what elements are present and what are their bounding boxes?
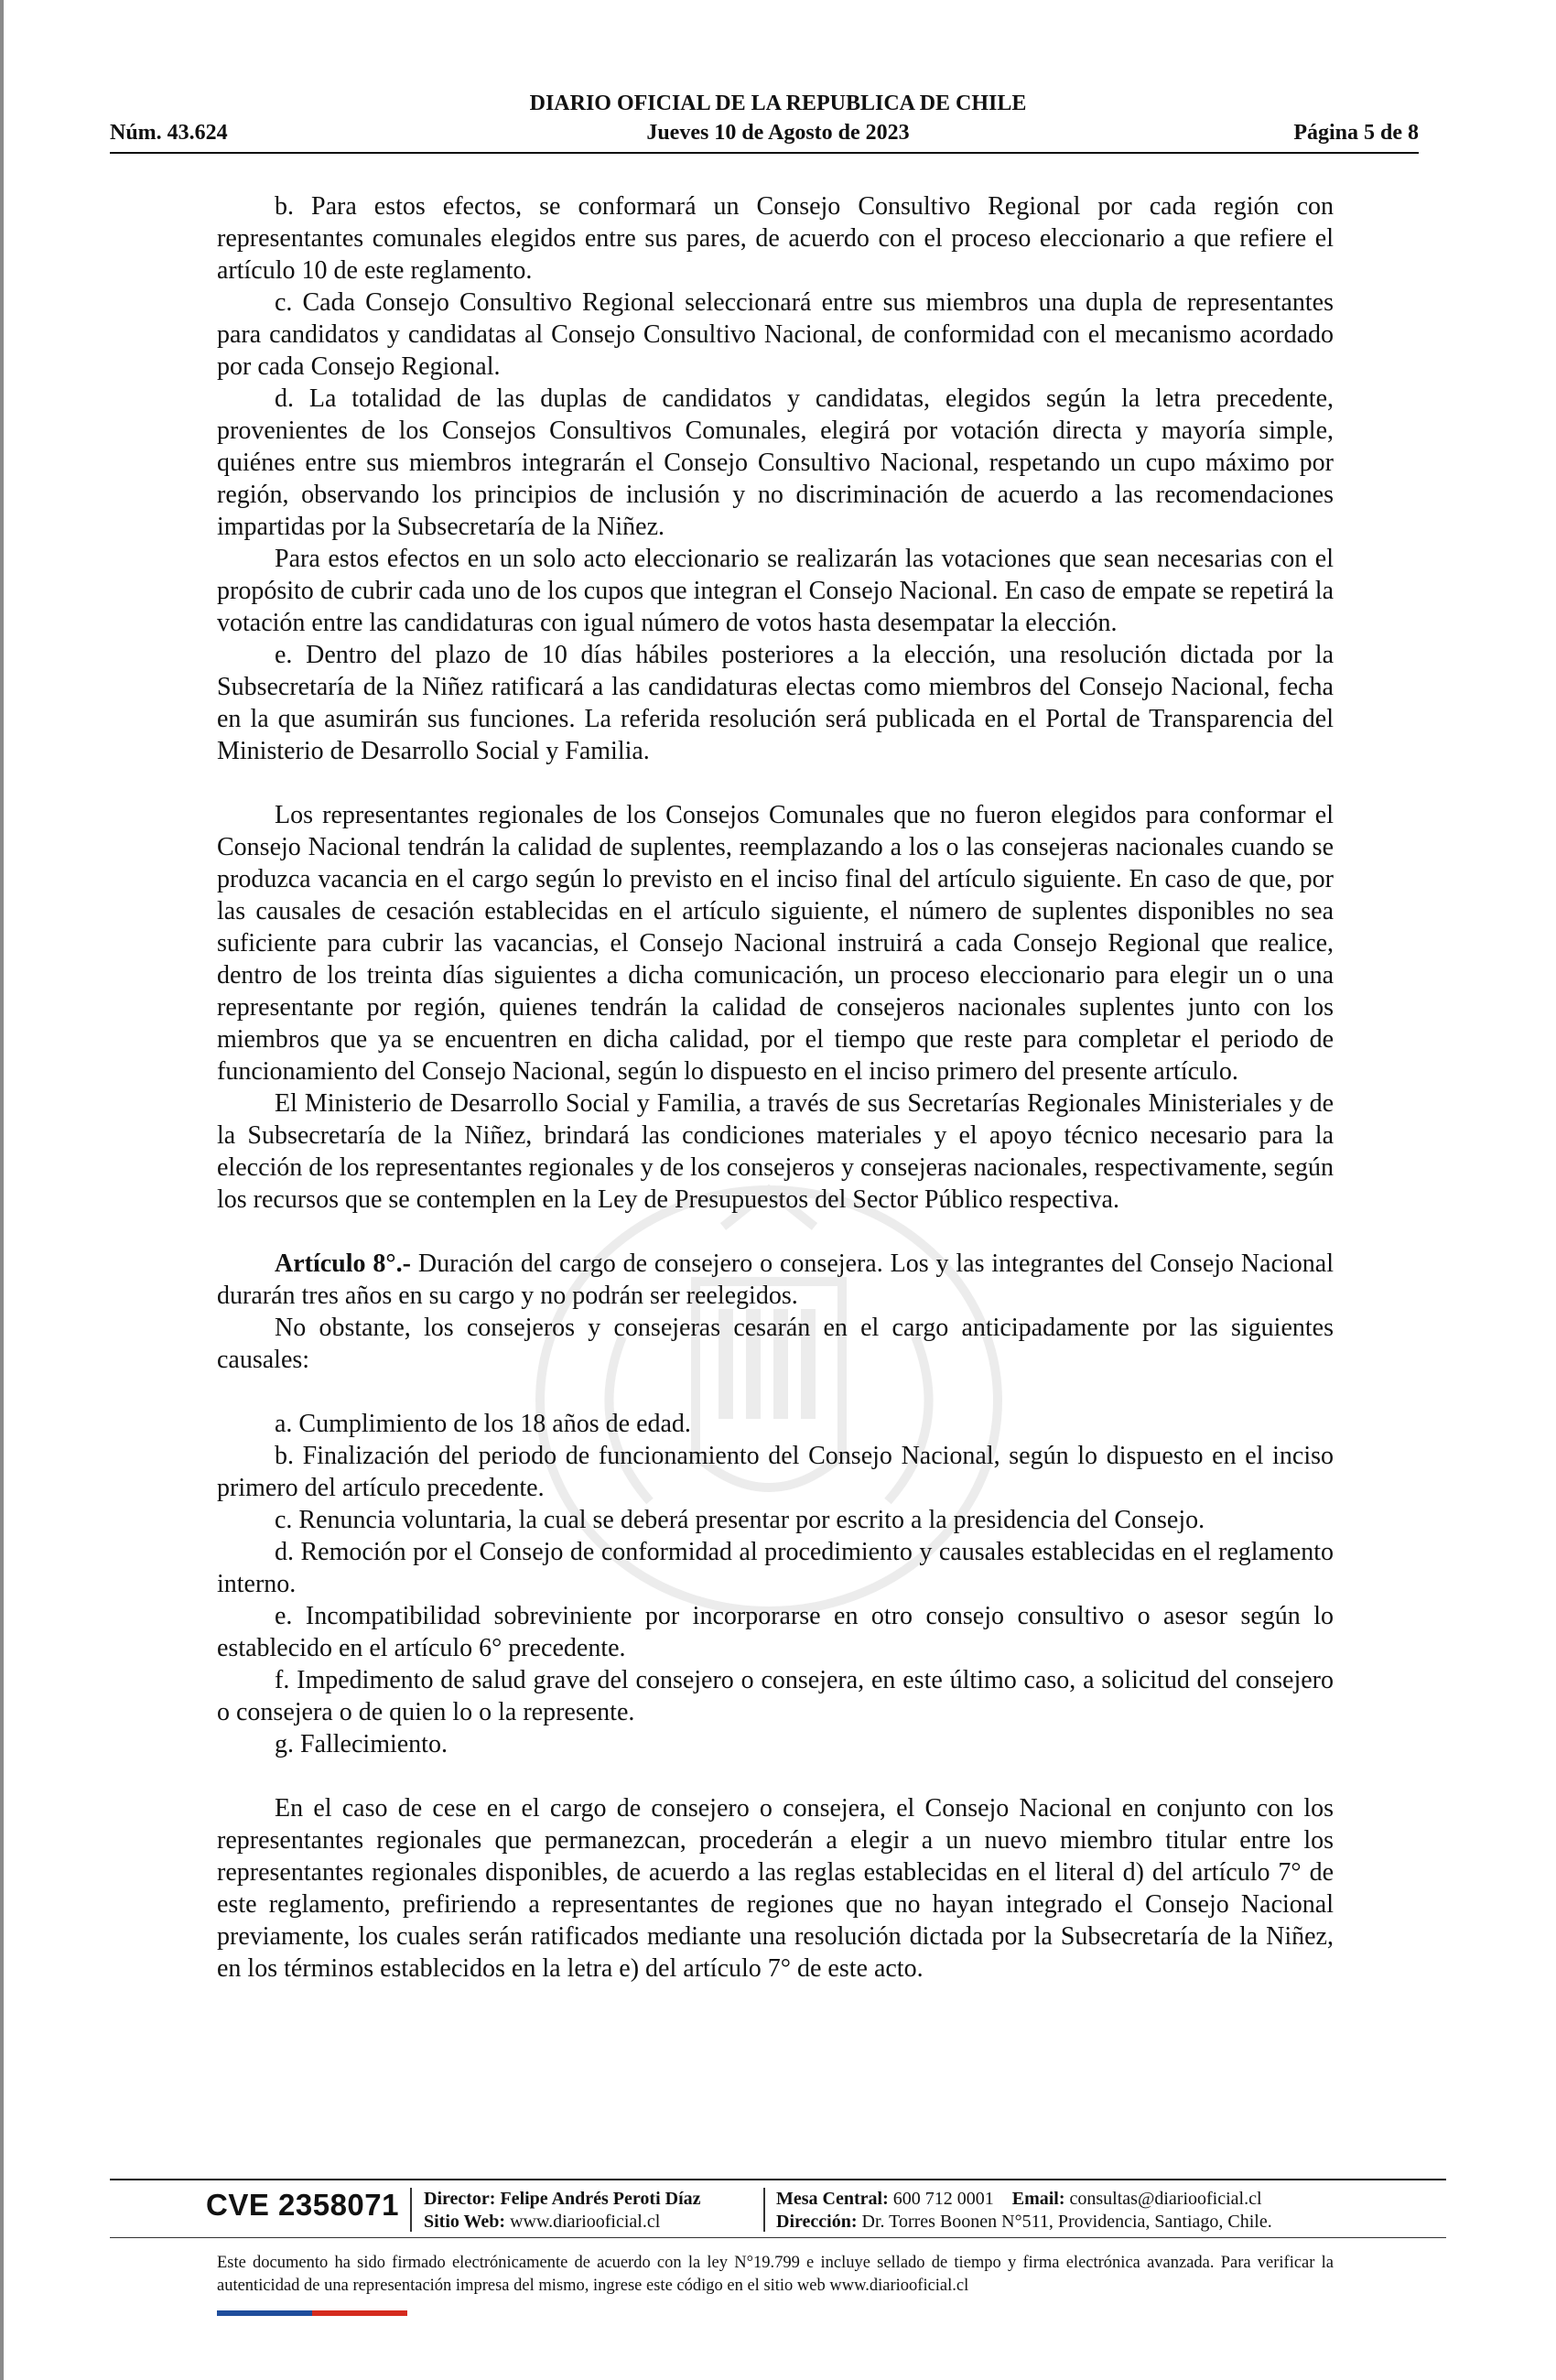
header-divider: [110, 152, 1419, 154]
article-8-heading: Artículo 8°.-: [275, 1250, 411, 1278]
phone-label: Mesa Central:: [776, 2189, 889, 2209]
scan-edge: [0, 0, 4, 2380]
paragraph-election: Para estos efectos en un solo acto eleccionario se realizarán las votaciones que sean necesarias con el propósito de cubrir cada uno de los cupos que integran el Consejo Nacional. En caso de empate se repetirá la votación entre las candidaturas con igual número de votos hasta desempatar la elección.: [217, 545, 1334, 637]
paragraph-cessation: En el caso de cese en el cargo de consejero o consejera, el Consejo Nacional en conjunto con los representantes regionales que permanezcan, procederán a elegir a un nuevo miembro titular entre los representantes regionales disponibles, de acuerdo a las reglas establecidas en el literal d) del artículo 7° de este reglamento, prefiriendo a representantes de regiones que no hayan integrado el Consejo Nacional previamente, los cuales serán ratificados mediante una resolución dictada por la Subsecretaría de la Niñez, en los términos establecidos en la letra e) del artículo 7° de este acto.: [217, 1794, 1334, 1983]
footer-divider-top: [110, 2179, 1446, 2180]
gazette-title: DIARIO OFICIAL DE LA REPUBLICA DE CHILE: [529, 92, 1027, 115]
article-8-text: Duración del cargo de consejero o consejera. Los y las integrantes del Consejo Nacional durarán tres años en su cargo y no podrán ser reelegidos.: [217, 1250, 1334, 1310]
paragraph-b: b. Para estos efectos, se conformará un Consejo Consultivo Regional por cada región con representantes comunales elegidos entre sus pares, de acuerdo con el proceso eleccionario a que refiere el artículo 10 de este reglamento.: [217, 192, 1334, 285]
list-item-e: e. Incompatibilidad sobreviniente por incorporarse en otro consejo consultivo o asesor según lo establecido en el artículo 6° precedente.: [217, 1602, 1334, 1662]
paragraph-substitutes: Los representantes regionales de los Consejos Comunales que no fueron elegidos para conformar el Consejo Nacional tendrán la calidad de suplentes, reemplazando a los o las consejeras nacionales cuando se produzca vacancia en el cargo según lo previsto en el inciso final del artículo siguiente. En caso de que, por las causales de cesación establecidas en el artículo siguiente, el número de suplentes disponibles no sea suficiente para cubrir las vacancias, el Consejo Nacional instruirá a cada Consejo Regional que realice, dentro de los treinta días siguientes a dicha comunicación, un proceso eleccionario para elegir un o una representante por región, quienes tendrán la calidad de consejeros nacionales suplentes junto con los miembros que ya se encuentren en dicha calidad, por el tiempo que reste para completar el periodo de funcionamiento del Consejo Nacional, según lo dispuesto en el inciso primero del presente artículo.: [217, 801, 1334, 1086]
issue-number: Núm. 43.624: [110, 121, 228, 145]
issue-date: Jueves 10 de Agosto de 2023: [646, 121, 910, 145]
list-item-a: a. Cumplimiento de los 18 años de edad.: [275, 1410, 691, 1438]
paragraph-causes-intro: No obstante, los consejeros y consejeras cesarán en el cargo anticipadamente por las siguientes causales:: [217, 1314, 1334, 1374]
address-label: Dirección:: [776, 2212, 858, 2232]
page-number: Página 5 de 8: [1293, 121, 1419, 145]
footer-contact-block: [776, 2188, 1272, 2234]
paragraph-e: e. Dentro del plazo de 10 días hábiles posteriores a la elección, una resolución dictada por la Subsecretaría de la Niñez ratificará a las candidaturas electas como miembros del Consejo Nacional, fecha en la que asumirán sus funciones. La referida resolución será publicada en el Portal de Transparencia del Ministerio de Desarrollo Social y Familia.: [217, 641, 1334, 765]
article-8-paragraph: [217, 1248, 1334, 1312]
list-item-f: f. Impedimento de salud grave del consejero o consejera, en este último caso, a solicitud del consejero o consejera o de quien lo o la represente.: [217, 1666, 1334, 1726]
footer-separator: [763, 2188, 765, 2232]
cve-code: CVE 2358071: [206, 2188, 399, 2222]
list-item-c: c. Renuncia voluntaria, la cual se deberá presentar por escrito a la presidencia del Consejo.: [275, 1506, 1205, 1534]
website-link[interactable]: www.diariooficial.cl: [510, 2212, 661, 2232]
flag-blue-stripe: [217, 2310, 312, 2316]
website-label: Sitio Web:: [424, 2212, 506, 2232]
list-item-g: g. Fallecimiento.: [275, 1730, 448, 1758]
footer-director-block: [424, 2188, 701, 2234]
footer-divider-mid: [110, 2237, 1446, 2238]
paragraph-ministry: El Ministerio de Desarrollo Social y Familia, a través de sus Secretarías Regionales Ministeriales y de la Subsecretaría de la Niñez, brindará las condiciones materiales y el apoyo técnico necesario para la elección de los representantes regionales y de los consejeros y consejeras nacionales, respectivamente, según los recursos que se contemplen en la Ley de Presupuestos del Sector Público respectiva.: [217, 1089, 1334, 1214]
flag-red-stripe: [312, 2310, 407, 2316]
list-item-b: b. Finalización del periodo de funcionamiento del Consejo Nacional, según lo dispuesto en el inciso primero del artículo precedente.: [217, 1442, 1334, 1502]
paragraph-d: d. La totalidad de las duplas de candidatos y candidatas, elegidos según la letra precedente, provenientes de los Consejos Consultivos Comunales, elegirá por votación directa y mayoría simple, quiénes entre sus miembros integrarán el Consejo Consultivo Nacional, respetando un cupo máximo por región, observando los principios de inclusión y no discriminación de acuerdo a las recomendaciones impartidas por la Subsecretaría de la Niñez.: [217, 384, 1334, 541]
footer-separator: [410, 2188, 412, 2232]
paragraph-c: c. Cada Consejo Consultivo Regional seleccionará entre sus miembros una dupla de representantes para candidatos y candidatas al Consejo Consultivo Nacional, de conformidad con el mecanismo acordado por cada Consejo Regional.: [217, 288, 1334, 381]
director-name: Felipe Andrés Peroti Díaz: [500, 2189, 701, 2209]
signature-note: Este documento ha sido firmado electrónicamente de acuerdo con la ley N°19.799 e incluye sellado de tiempo y firma electrónica avanzada. Para verificar la autenticidad de una representación impresa del mismo, ingrese este código en el sitio web www.diariooficial.cl: [217, 2254, 1334, 2295]
phone-value: 600 712 0001: [892, 2189, 994, 2209]
director-label: Director:: [424, 2189, 496, 2209]
address-value: Dr. Torres Boonen N°511, Providencia, Santiago, Chile.: [861, 2212, 1272, 2232]
list-item-d: d. Remoción por el Consejo de conformidad al procedimiento y causales establecidas en el reglamento interno.: [217, 1538, 1334, 1598]
email-label: Email:: [1011, 2189, 1065, 2209]
email-link[interactable]: consultas@diariooficial.cl: [1069, 2189, 1262, 2209]
chile-flag-stripe: [217, 2310, 407, 2316]
document-body: [217, 190, 1334, 1985]
